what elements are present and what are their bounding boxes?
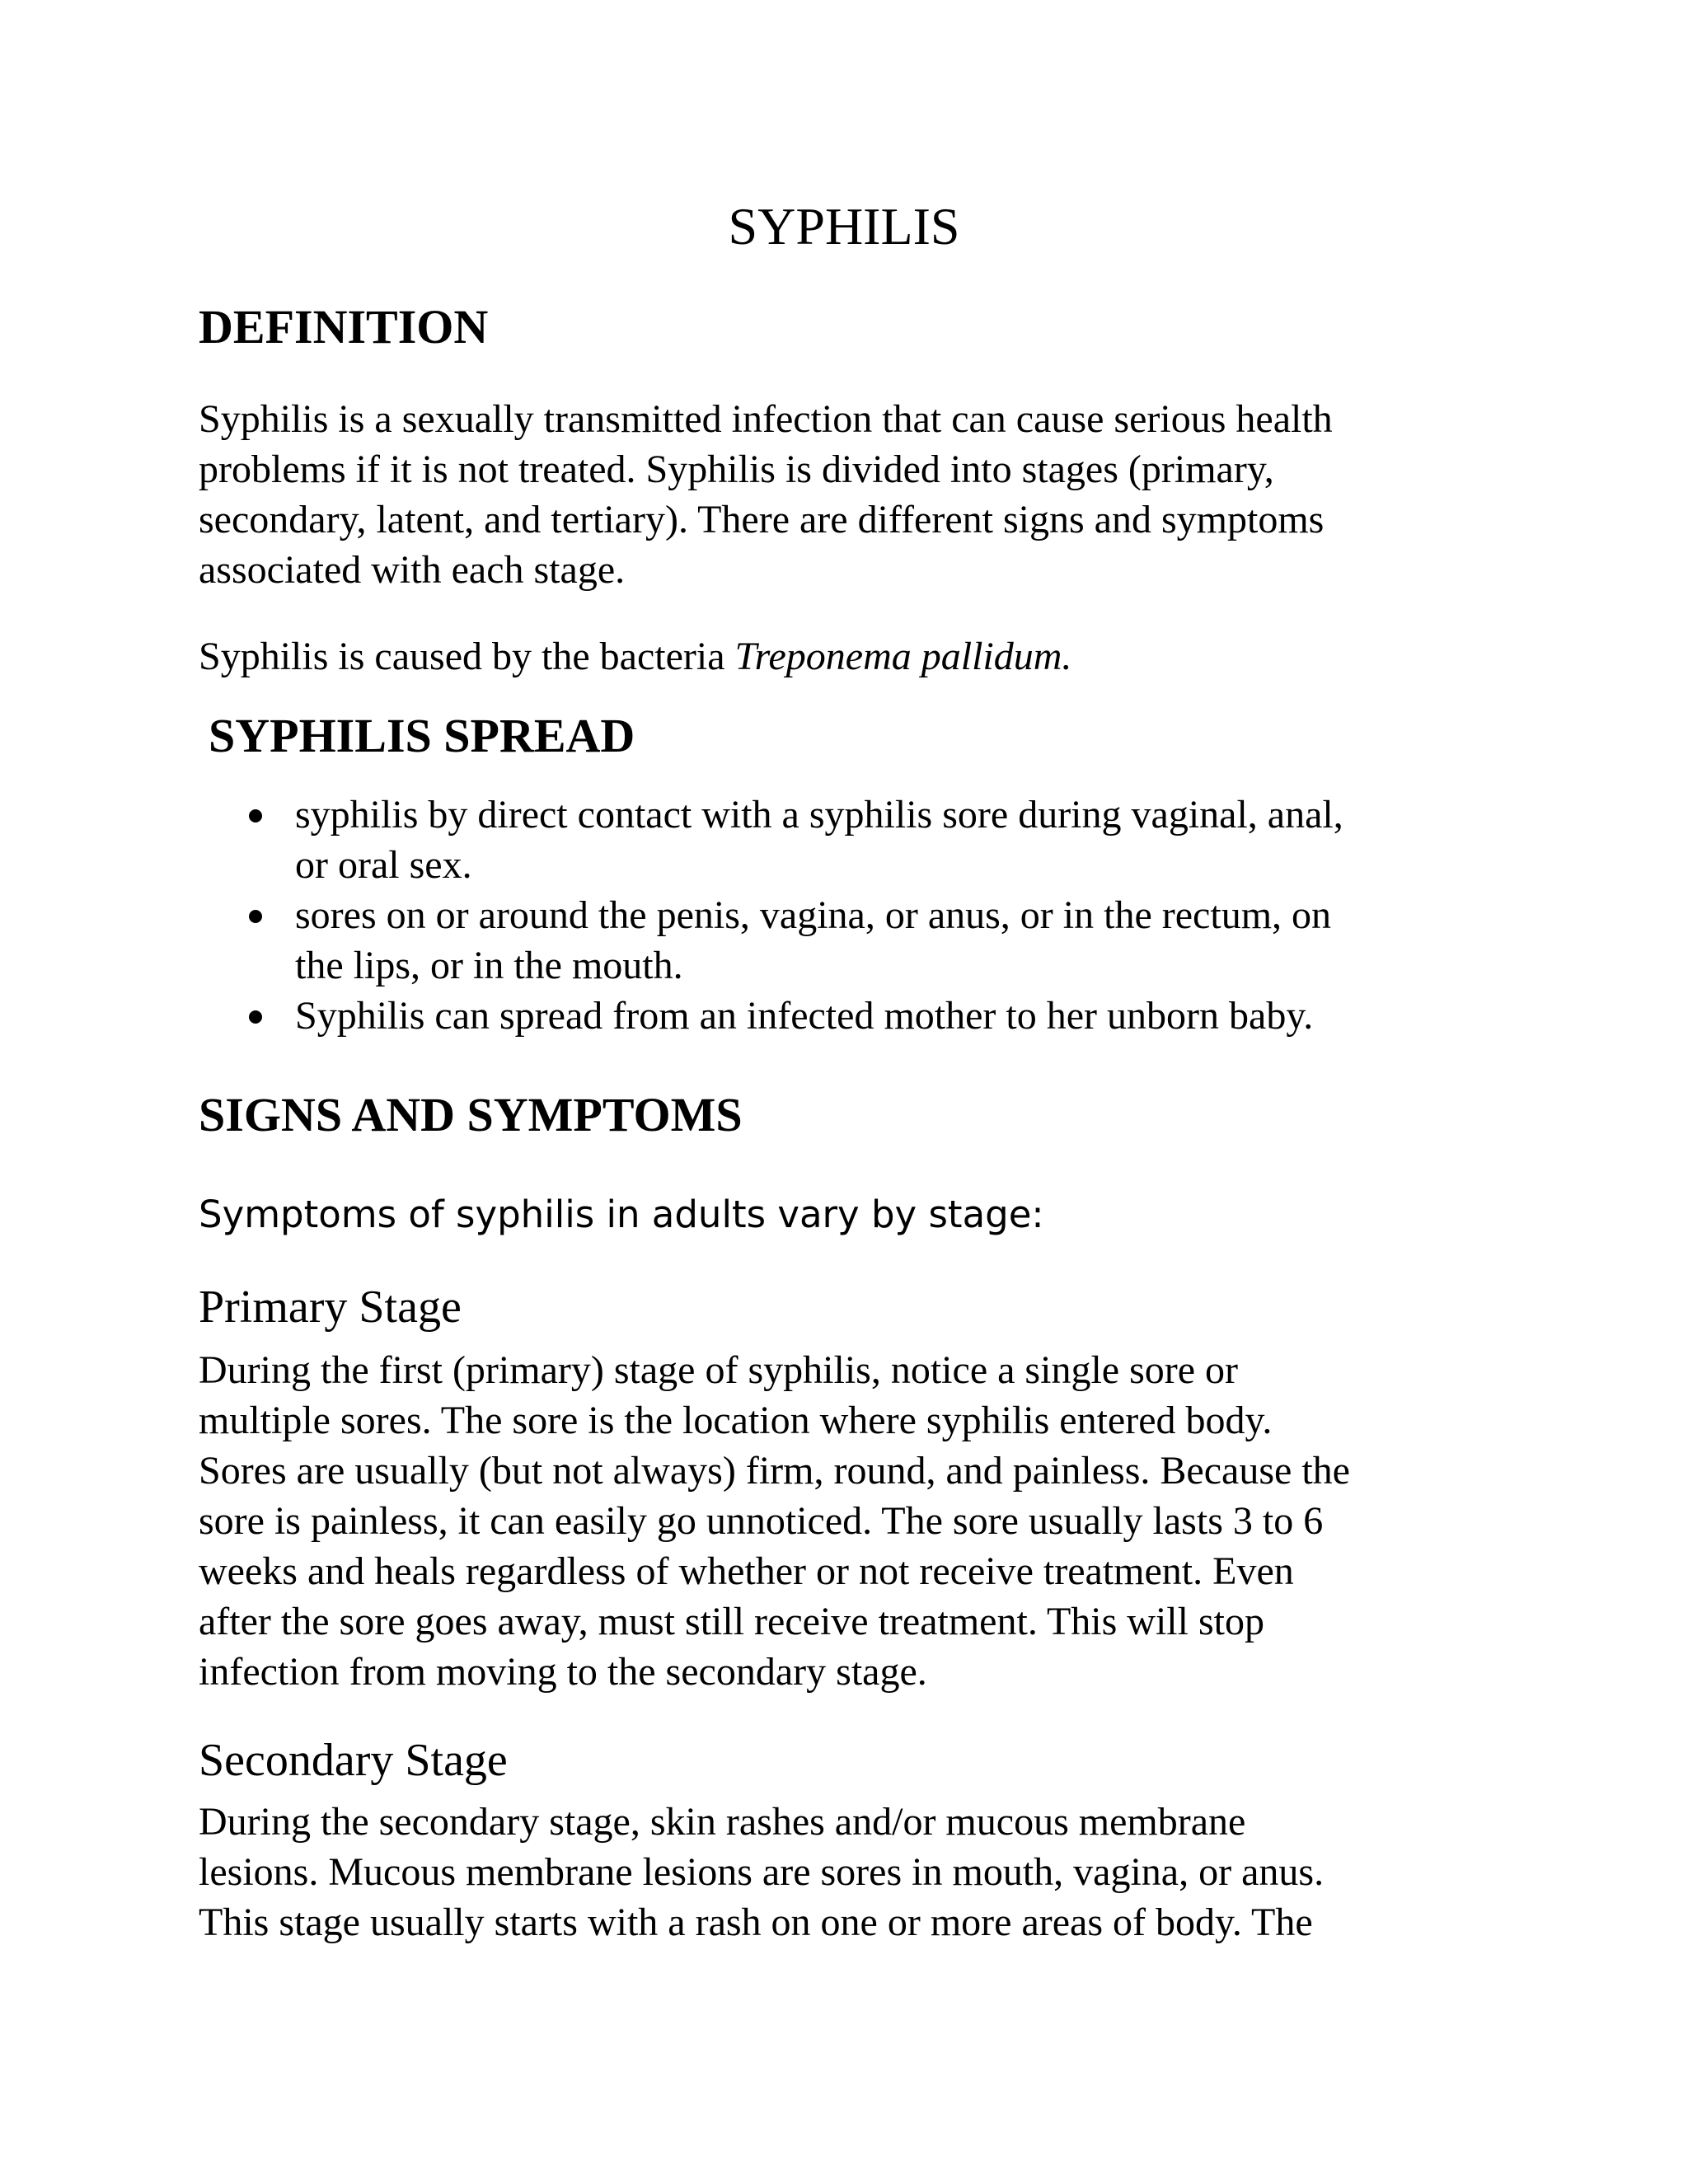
signs-intro: Symptoms of syphilis in adults vary by stage:: [199, 1193, 1044, 1236]
cause-text: Syphilis is caused by the bacteria: [199, 635, 735, 678]
definition-line: associated with each stage.: [199, 548, 626, 592]
definition-heading: DEFINITION: [199, 300, 489, 354]
list-item: Syphilis can spread from an infected mother to her unborn baby.: [247, 991, 1484, 1041]
list-item: syphilis by direct contact with a syphilis sore during vaginal, anal, or oral sex.: [247, 790, 1484, 890]
bullet-icon: [249, 910, 262, 923]
signs-heading: SIGNS AND SYMPTOMS: [199, 1088, 743, 1141]
spread-heading: SYPHILIS SPREAD: [209, 709, 635, 762]
definition-line: Syphilis is a sexually transmitted infection that can cause serious health: [199, 397, 1333, 441]
cause-paragraph: [199, 631, 1493, 682]
definition-paragraph: [199, 394, 1493, 595]
bullet-icon: [249, 1010, 262, 1024]
secondary-stage-paragraph: During the secondary stage, skin rashes and/or mucous membrane lesions. Mucous membrane lesions are sores in mouth, vagina, or anus. This stage usually starts with a rash on one or more areas of body. The: [199, 1800, 1325, 1944]
primary-stage-paragraph: During the first (primary) stage of syphilis, notice a single sore or multiple sores. The sore is the location where syphilis entered body. Sores are usually (but not always) firm, round, and painless. Because the sore is painless, it can easily go unnoticed. The sore usually lasts 3 to 6 weeks and heals regardless of whether or not receive treatment. Even after the sore goes away, must still receive treatment. This will stop infection from moving to the secondary stage.: [199, 1348, 1350, 1694]
document-title: SYPHILIS: [728, 197, 960, 255]
definition-line: secondary, latent, and tertiary). There are different signs and symptoms: [199, 498, 1325, 541]
spread-bullet-list: [247, 790, 1484, 1041]
primary-stage-heading: Primary Stage: [199, 1282, 462, 1333]
secondary-stage-heading: Secondary Stage: [199, 1735, 508, 1786]
bullet-icon: [249, 809, 262, 823]
cause-organism: Treponema pallidum.: [734, 635, 1072, 678]
definition-line: problems if it is not treated. Syphilis is divided into stages (primary,: [199, 448, 1274, 491]
list-item: sores on or around the penis, vagina, or anus, or in the rectum, on the lips, or in the mouth.: [247, 890, 1484, 991]
